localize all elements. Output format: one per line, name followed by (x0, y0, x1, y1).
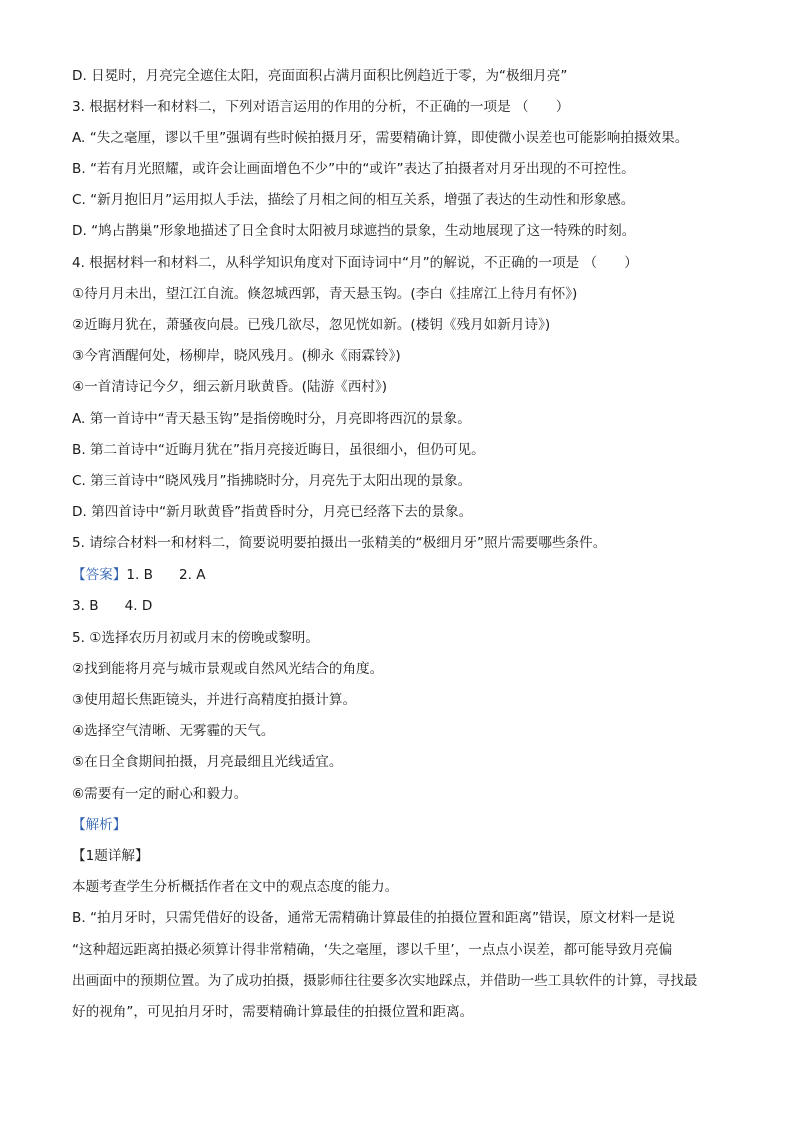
answer-5-item-1: 5. ①选择农历月初或月末的傍晚或黎明。 (72, 630, 319, 646)
poem-2: ②近晦月犹在，萧骚夜向晨。已残几欲尽，忽见恍如新。(楼钥《残月如新月诗》) (72, 317, 551, 333)
answer-5-item-5: ⑤在日全食期间拍摄，月亮最细且光线适宜。 (72, 754, 343, 770)
option-d-q4: D. 第四首诗中“新月耿黄昏”指黄昏时分，月亮已经落下去的景象。 (72, 504, 473, 520)
analysis-line-2: “这种超远距离拍摄必须算计得非常精确，‘失之毫厘，谬以千里’，一点点小误差，都可能导致月亮偏 (72, 942, 673, 958)
option-b-q4: B. 第二首诗中“近晦月犹在”指月亮接近晦日，虽很细小，但仍可见。 (72, 442, 485, 458)
option-d-q2: D. 日冕时，月亮完全遮住太阳，亮面面积占满月面积比例趋近于零，为“极细月亮” (72, 68, 568, 84)
answer-tag: 【答案】 (72, 567, 127, 583)
analysis-line-3: 出画面中的预期位置。为了成功拍摄，摄影师往往要多次实地踩点，并借助一些工具软件的计算，寻找最 (72, 973, 698, 989)
answer-3: 3. B (72, 598, 99, 614)
answer-1: 1. B (126, 567, 153, 583)
poem-1: ①待月月未出，望江江自流。倏忽城西郭，青天悬玉钩。(李白《挂席江上待月有怀》) (72, 286, 578, 302)
question-4: 4. 根据材料一和材料二，从科学知识角度对下面诗词中“月”的解说，不正确的一项是 （ ） (72, 255, 638, 271)
poem-4: ④一首清诗记今夕，细云新月耿黄昏。(陆游《西村》) (72, 379, 388, 395)
analysis-line-4: 好的视角”，可见拍月牙时，需要精确计算最佳的拍摄位置和距离。 (72, 1004, 474, 1020)
question-3: 3. 根据材料一和材料二，下列对语言运用的作用的分析，不正确的一项是 （ ） (72, 99, 570, 115)
analysis-line-1: B. “拍月牙时，只需凭借好的设备，通常无需精确计算最佳的拍摄位置和距离”错误，原文材料一是说 (72, 910, 675, 926)
option-c-q4: C. 第三首诗中“晓风残月”指拂晓时分，月亮先于太阳出现的景象。 (72, 473, 472, 489)
answer-4: 4. D (124, 598, 153, 614)
option-a-q3: A. “失之毫厘，谬以千里”强调有些时候拍摄月牙，需要精确计算，即使微小误差也可能影响拍摄效果。 (72, 130, 689, 146)
analysis-intro: 本题考查学生分析概括作者在文中的观点态度的能力。 (72, 879, 399, 895)
option-c-q3: C. “新月抱旧月”运用拟人手法，描绘了月相之间的相互关系，增强了表达的生动性和形象感。 (72, 192, 635, 208)
option-b-q3: B. “若有月光照耀，或许会让画面增色不少”中的“或许”表达了拍摄者对月牙出现的不可控性。 (72, 161, 635, 177)
answer-2: 2. A (179, 567, 206, 583)
option-a-q4: A. 第一首诗中“青天悬玉钩”是指傍晚时分，月亮即将西沉的景象。 (72, 411, 471, 427)
analysis-tag: 【解析】 (72, 817, 127, 833)
question-5: 5. 请综合材料一和材料二，简要说明要拍摄出一张精美的“极细月牙”照片需要哪些条件。 (72, 535, 607, 551)
answer-line-2 (72, 596, 732, 616)
answer-5-item-3: ③使用超长焦距镜头，并进行高精度拍摄计算。 (72, 692, 357, 708)
answer-line-1 (72, 565, 732, 585)
poem-3: ③今宵酒醒何处，杨柳岸，晓风残月。(柳永《雨霖铃》) (72, 348, 401, 364)
answer-5-item-4: ④选择空气清晰、无雾霾的天气。 (72, 723, 275, 739)
option-d-q3: D. “鸠占鹊巢”形象地描述了日全食时太阳被月球遮挡的景象，生动地展现了这一特殊的时刻。 (72, 223, 636, 239)
analysis-subheading: 【1题详解】 (72, 848, 149, 864)
answer-5-item-6: ⑥需要有一定的耐心和毅力。 (72, 786, 248, 802)
answer-5-item-2: ②找到能将月亮与城市景观或自然风光结合的角度。 (72, 661, 384, 677)
